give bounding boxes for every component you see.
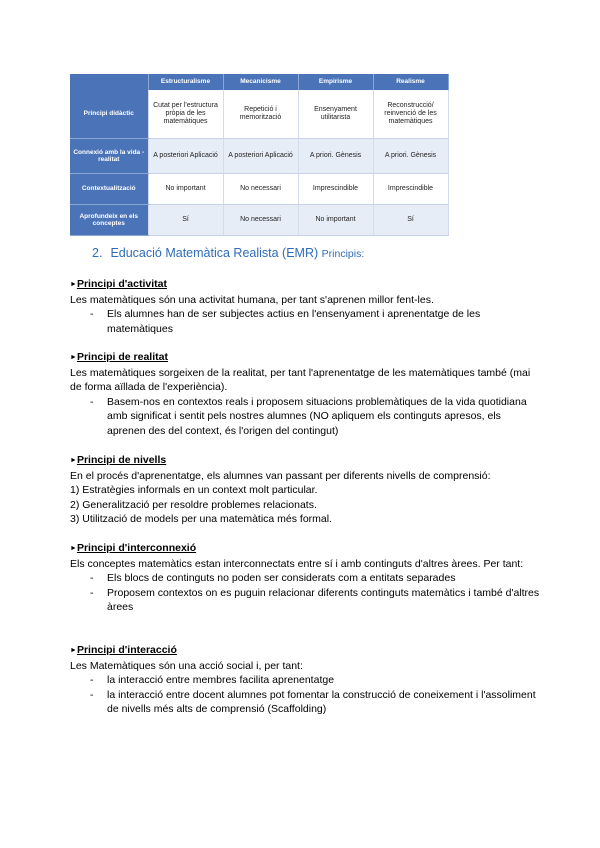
- arrow-bullet-icon: ►: [70, 647, 77, 654]
- principle-text: 3) Utilització de models per una matemàtica més formal.: [70, 513, 333, 525]
- principle-heading: ►Principi de realitat: [70, 350, 540, 366]
- table-cell: No important: [298, 205, 373, 236]
- table-cell: A posteriori Aplicació: [148, 139, 223, 174]
- table-cell: No necessari: [223, 205, 298, 236]
- principle-text: En el procés d'aprenentatge, els alumnes van passant per diferents nivells de comprensió:: [70, 469, 491, 482]
- principle-interconnection: [70, 541, 540, 615]
- table-row-header: Connexió amb la vida - realitat: [70, 139, 148, 174]
- table-cell: No important: [148, 174, 223, 205]
- table-row: [70, 139, 448, 174]
- table-cell: A priori. Gènesis: [373, 139, 448, 174]
- principle-reality: [70, 350, 540, 438]
- table-row: [70, 205, 448, 236]
- table-column-header: Mecanicisme: [223, 74, 298, 90]
- table-corner-cell: [70, 74, 148, 90]
- principle-activity: [70, 277, 540, 336]
- principle-text: Els conceptes matemàtics estan interconnectats entre sí i amb continguts d'altres àrees. Per tant:: [70, 557, 524, 570]
- list-item: - la interacció entre docent alumnes pot fomentar la construcció de coneixement i l'assoliment de nivells més alts de comprensió (Scaffolding): [70, 688, 540, 717]
- principle-text: Les Matemàtiques són una acció social i, per tant:: [70, 659, 303, 672]
- table-cell: Sí: [148, 205, 223, 236]
- principle-text: 1) Estratègies informals en un context molt particular.: [70, 484, 318, 496]
- principle-interaction: [70, 643, 540, 717]
- principle-heading: ►Principi d'interconnexió: [70, 541, 540, 557]
- list-item: - Els alumnes han de ser subjectes actius en l'ensenyament i aprenentatge de les matemàtiques: [70, 307, 540, 336]
- table-row-header: Principi didàctic: [70, 90, 148, 139]
- table-cell: Cutat per l'estructura pròpia de les matemàtiques: [148, 90, 223, 139]
- bullet-list: [70, 307, 540, 336]
- section-title: Educació Matemàtica Realista (EMR): [110, 246, 319, 260]
- table-column-header: Estructuralisme: [148, 74, 223, 90]
- section-number: 2.: [92, 246, 103, 260]
- table-cell: No necessari: [223, 174, 298, 205]
- list-item: - Proposem contextos on es puguin relacionar diferents continguts matemàtics i també d'altres àrees: [70, 586, 540, 615]
- list-item: - Basem-nos en contextos reals i proposem situacions problemàtiques de la vida quotidiana amb significat i sentit pels nostres alumnes (NO apliquem els continguts apresos, els aprenen des del context, és l'origen del contingut): [70, 395, 540, 439]
- list-item: - la interacció entre membres facilita aprenentatge: [70, 673, 540, 688]
- table-cell: Reconstrucció/ reinvenció de les matemàtiques: [373, 90, 448, 139]
- table-cell: A posteriori Aplicació: [223, 139, 298, 174]
- table-cell: Imprescindible: [298, 174, 373, 205]
- table-cell: Ensenyament utilitarista: [298, 90, 373, 139]
- principle-text: 2) Generalització per resoldre problemes relacionats.: [70, 498, 317, 511]
- arrow-bullet-icon: ►: [70, 457, 77, 464]
- table-row-header: Contextualització: [70, 174, 148, 205]
- bullet-list: [70, 395, 540, 439]
- table-row-header: Aprofundeix en els conceptes: [70, 205, 148, 236]
- list-item: - Els blocs de continguts no poden ser considerats com a entitats separades: [70, 571, 540, 586]
- section-subtitle: Principis:: [321, 248, 365, 260]
- section-heading: [92, 246, 364, 260]
- principle-levels: [70, 453, 540, 527]
- table-cell: Repetició i memorització: [223, 90, 298, 139]
- table-column-header: Empirisme: [298, 74, 373, 90]
- table-column-header: Realisme: [373, 74, 448, 90]
- comparison-table: [70, 74, 449, 236]
- principle-heading: ►Principi d'activitat: [70, 277, 540, 293]
- table-cell: A priori. Gènesis: [298, 139, 373, 174]
- principle-text: Les matemàtiques sorgeixen de la realitat, per tant l'aprenentatge de les matemàtiques també (mai de forma aïllada de l'experiència).: [70, 366, 531, 393]
- principle-text: Les matemàtiques són una activitat humana, per tant s'aprenen millor fent-les.: [70, 293, 434, 306]
- principle-heading: ►Principi d'interacció: [70, 643, 540, 659]
- table-row: [70, 174, 448, 205]
- principle-heading: ►Principi de nivells: [70, 453, 540, 469]
- arrow-bullet-icon: ►: [70, 354, 77, 361]
- table-cell: Sí: [373, 205, 448, 236]
- table-cell: Imprescindible: [373, 174, 448, 205]
- bullet-list: [70, 571, 540, 615]
- arrow-bullet-icon: ►: [70, 281, 77, 288]
- arrow-bullet-icon: ►: [70, 545, 77, 552]
- bullet-list: [70, 673, 540, 717]
- table-header-row: [70, 74, 448, 90]
- table-row: [70, 90, 448, 139]
